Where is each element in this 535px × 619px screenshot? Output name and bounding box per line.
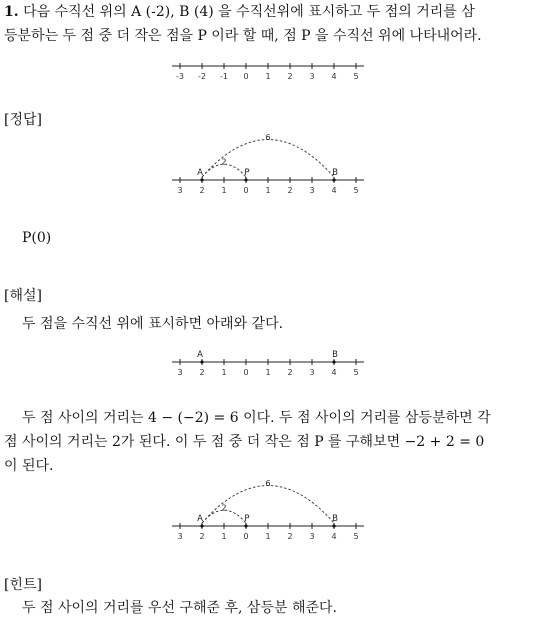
- point-b-label: B: [332, 514, 338, 524]
- tick-label: 5: [353, 368, 359, 377]
- point-a-label: A: [197, 514, 203, 524]
- tick-label: 4: [331, 72, 337, 81]
- point-a-label: A: [197, 168, 203, 178]
- tick-label: 2: [287, 368, 293, 377]
- explanation-text-1: 두 점을 수직선 위에 표시하면 아래와 같다.: [22, 316, 284, 332]
- explanation-heading: [해설]: [4, 288, 42, 304]
- explanation-text-2: 두 점 사이의 거리는 4 − (−2) = 6 이다. 두 점 사이의 거리를 삼등분하면 각: [22, 410, 491, 426]
- tick-label: 2: [199, 368, 205, 377]
- distance-label: 2: [221, 503, 227, 513]
- point-p-label: P: [244, 168, 250, 178]
- tick-label: 3: [309, 186, 315, 195]
- explanation-number-line-2: [170, 479, 365, 550]
- tick-label: 1: [221, 368, 227, 377]
- tick-label: -2: [198, 72, 206, 81]
- tick-label: 1: [265, 368, 271, 377]
- answer-number-line: [170, 133, 365, 204]
- point-b-dot: [332, 524, 335, 527]
- point-a-dot: [200, 178, 203, 181]
- problem-number: 1.: [4, 4, 19, 20]
- tick-label: 2: [199, 532, 205, 541]
- tick-label: 5: [353, 186, 359, 195]
- tick-label: 1: [221, 532, 227, 541]
- tick-label: 3: [309, 368, 315, 377]
- explanation-text-4: 이 된다.: [4, 458, 54, 474]
- point-p-label: P: [244, 514, 250, 524]
- point-b-dot: [332, 178, 335, 181]
- hint-heading: [힌트]: [4, 577, 42, 593]
- tick-label: 3: [177, 368, 183, 377]
- tick-label: 2: [287, 532, 293, 541]
- problem-text-2: 등분하는 두 점 중 더 작은 점을 P 이라 할 때, 점 P 을 수직선 위에 나타내어라.: [4, 28, 482, 44]
- tick-label: 1: [221, 186, 227, 195]
- tick-label: 2: [287, 72, 293, 81]
- tick-label: 1: [265, 72, 271, 81]
- tick-label: 0: [243, 72, 249, 81]
- point-a-label: A: [197, 350, 203, 360]
- tick-label: 4: [331, 532, 337, 541]
- point-b-label: B: [332, 168, 338, 178]
- tick-label: 3: [177, 532, 183, 541]
- distance-label: 6: [265, 133, 271, 143]
- tick-label: 4: [331, 368, 337, 377]
- tick-label: 0: [243, 532, 249, 541]
- explanation-text-3: 점 사이의 거리는 2가 된다. 이 두 점 중 더 작은 점 P 를 구해보면 −2 + 2 = 0: [4, 434, 485, 450]
- tick-label: 5: [353, 72, 359, 81]
- problem-number-line: [170, 56, 365, 86]
- tick-label: -1: [220, 72, 228, 81]
- point-p-dot: [244, 178, 247, 181]
- tick-label: 1: [265, 532, 271, 541]
- tick-label: 0: [243, 368, 249, 377]
- answer-heading: [정답]: [4, 112, 42, 128]
- point-b-label: B: [332, 350, 338, 360]
- distance-label: 2: [221, 157, 227, 167]
- tick-label: 5: [353, 532, 359, 541]
- point-a-dot: [200, 360, 203, 363]
- tick-label: 0: [243, 186, 249, 195]
- tick-label: 1: [265, 186, 271, 195]
- tick-label: -3: [176, 72, 184, 81]
- hint-text: 두 점 사이의 거리를 우선 구해준 후, 삼등분 해준다.: [22, 600, 337, 616]
- point-p-dot: [244, 524, 247, 527]
- point-b-dot: [332, 360, 335, 363]
- answer-result: P(0): [22, 230, 52, 246]
- problem-text-1: 다음 수직선 위의 A (-2), B (4) 을 수직선위에 표시하고 두 점의 거리를 삼: [23, 4, 475, 20]
- problem-line-1: [4, 2, 475, 22]
- tick-label: 3: [177, 186, 183, 195]
- tick-label: 3: [309, 72, 315, 81]
- distance-label: 6: [265, 479, 271, 489]
- tick-label: 4: [331, 186, 337, 195]
- explanation-number-line-1: [170, 344, 365, 384]
- tick-label: 3: [309, 532, 315, 541]
- tick-label: 2: [287, 186, 293, 195]
- tick-label: 2: [199, 186, 205, 195]
- point-a-dot: [200, 524, 203, 527]
